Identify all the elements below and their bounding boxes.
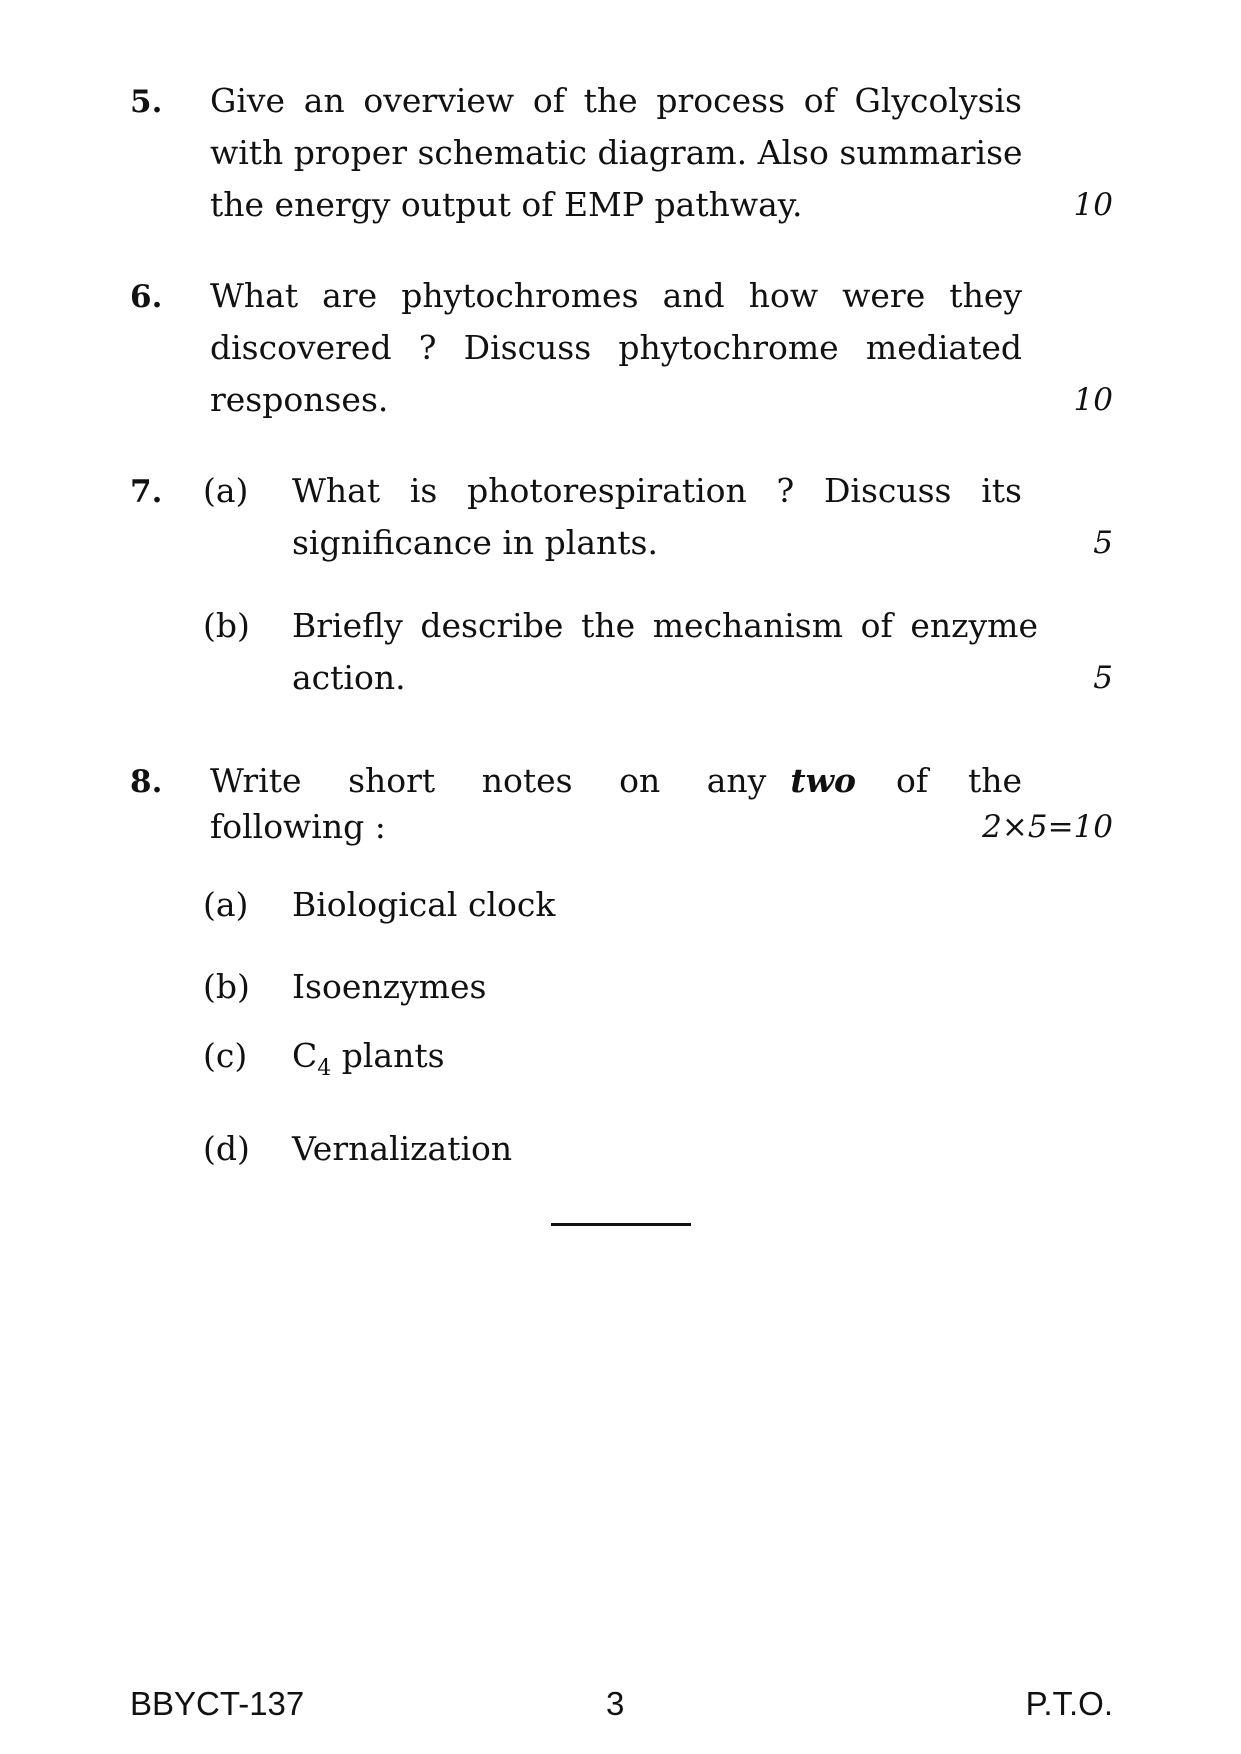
- question-8-line-2: following :: [210, 807, 386, 846]
- question-5-line-1: Give an overview of the process of Glycolysis: [210, 81, 1022, 120]
- question-8-marks: 2×5=10: [982, 809, 1113, 845]
- question-7a-label: (a): [203, 471, 249, 510]
- question-5-line-2: with proper schematic diagram. Also summarise: [210, 133, 1023, 172]
- question-8-option-d-label: (d): [203, 1129, 250, 1168]
- option-c-rest: plants: [331, 1036, 445, 1075]
- question-8-line-1-pre: Write short notes on any: [210, 761, 767, 800]
- question-7b-line-1: Briefly describe the mechanism of enzyme: [292, 606, 1038, 645]
- question-6-line-1: What are phytochromes and how were they: [210, 276, 1022, 315]
- question-5-line-3: the energy output of EMP pathway.: [210, 185, 803, 224]
- footer-pto: P.T.O.: [1025, 1685, 1113, 1722]
- question-7a-line-1: What is photorespiration ? Discuss its: [292, 471, 1022, 510]
- question-8-option-c-label: (c): [203, 1036, 248, 1075]
- question-8-emphasis: two: [790, 761, 856, 800]
- question-8-option-b: Isoenzymes: [292, 967, 487, 1006]
- question-7b-line-2: action.: [292, 658, 406, 697]
- question-5-number: 5.: [130, 84, 163, 120]
- question-8-option-b-label: (b): [203, 967, 250, 1006]
- question-7a-marks: 5: [1093, 525, 1113, 561]
- question-8-option-a-label: (a): [203, 885, 249, 924]
- question-6-line-2: discovered ? Discuss phytochrome mediated: [210, 328, 1022, 367]
- option-c-main: C: [292, 1036, 318, 1075]
- footer-course-code: BBYCT-137: [130, 1685, 305, 1722]
- question-8-option-a: Biological clock: [292, 885, 556, 924]
- question-8-line-1: [210, 761, 1022, 801]
- question-7a-line-2: significance in plants.: [292, 523, 658, 562]
- question-6-marks: 10: [1073, 382, 1113, 418]
- question-8-option-d: Vernalization: [292, 1129, 513, 1168]
- question-7-number: 7.: [130, 474, 163, 510]
- question-7b-label: (b): [203, 606, 250, 645]
- option-c-subscript: 4: [317, 1056, 332, 1081]
- question-5-marks: 10: [1073, 187, 1113, 223]
- question-8-line-1-post: of the: [896, 761, 1022, 800]
- end-of-questions-rule: [551, 1223, 691, 1226]
- question-7b-marks: 5: [1093, 660, 1113, 696]
- question-8-option-c: [292, 1036, 445, 1081]
- question-6-number: 6.: [130, 279, 163, 315]
- question-8-number: 8.: [130, 764, 163, 800]
- footer-page-number: 3: [606, 1685, 625, 1722]
- question-6-line-3: responses.: [210, 380, 389, 419]
